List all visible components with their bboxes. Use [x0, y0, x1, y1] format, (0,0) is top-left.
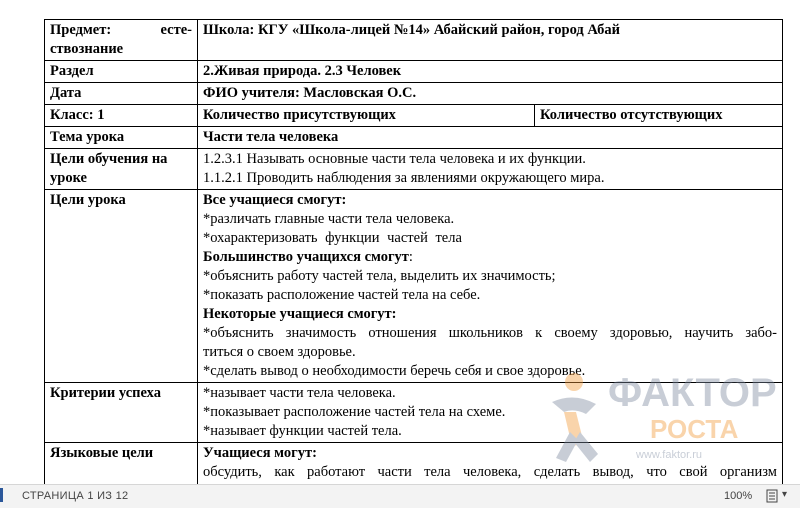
lesson-goals-cell: [198, 190, 783, 383]
teacher-name: ФИО учителя: Масловская О.С.: [198, 83, 783, 105]
row-language-goals: [45, 443, 783, 485]
watermark-subtitle: РОСТА: [650, 414, 739, 444]
goal-item: *сделать вывод о необходимости беречь себя и свое здоровье.: [203, 363, 586, 379]
language-goals-text: обсудить, как работают части тела человека, сделать вывод, что свой организм: [203, 464, 777, 480]
topic-value: Части тела человека: [198, 127, 783, 149]
subject-label-cell: [45, 20, 198, 61]
row-date: [45, 83, 783, 105]
learning-goals-label-line1: Цели обучения на: [50, 151, 168, 167]
language-goals-heading: Учащиеся могут:: [203, 445, 317, 461]
goal-item: *различать главные части тела человека.: [203, 211, 455, 227]
chevron-down-icon[interactable]: ▾: [782, 489, 788, 500]
section-label: Раздел: [45, 61, 198, 83]
some-students-heading: Некоторые учащиеся смогут:: [203, 306, 397, 322]
learning-goals-cell: [198, 149, 783, 190]
page-count[interactable]: СТРАНИЦА 1 ИЗ 12: [22, 490, 129, 502]
status-marker-icon: [0, 488, 3, 502]
zoom-level[interactable]: 100%: [724, 490, 753, 502]
absent-count-label: Количество отсутствующих: [535, 105, 783, 127]
success-criteria-cell: [198, 383, 783, 443]
language-goals-label: Языковые цели: [45, 443, 198, 485]
learning-goals-label: [45, 149, 198, 190]
status-bar: [0, 484, 800, 508]
goal-item: *показать расположение частей тела на себе.: [203, 287, 481, 303]
lesson-goals-label: Цели урока: [45, 190, 198, 383]
present-count-label: Количество присутствующих: [198, 105, 535, 127]
most-students-heading: Большинство учащихся смогут: [203, 249, 409, 265]
subject-label-line2: ствознание: [50, 41, 124, 57]
row-success-criteria: [45, 383, 783, 443]
criteria-item: *называет части тела человека.: [203, 385, 396, 401]
goal-item: *охарактеризовать функции частей тела: [203, 230, 462, 246]
date-label: Дата: [45, 83, 198, 105]
success-criteria-label: Критерии успеха: [45, 383, 198, 443]
school-cell: Школа: КГУ «Школа-лицей №14» Абайский район, город Абай: [198, 20, 783, 61]
learning-goal-item: 1.1.2.1 Проводить наблюдения за явлениями окружающего мира.: [203, 170, 605, 186]
language-goals-cell: [198, 443, 783, 485]
all-students-heading: Все учащиеся смогут:: [203, 192, 347, 208]
learning-goals-label-line2: уроке: [50, 170, 87, 186]
row-lesson-goals: [45, 190, 783, 383]
goal-item: *объяснить работу частей тела, выделить их значимость;: [203, 268, 556, 284]
row-section: [45, 61, 783, 83]
topic-label: Тема урока: [45, 127, 198, 149]
class-label: Класс: 1: [45, 105, 198, 127]
section-value: 2.Живая природа. 2.3 Человек: [198, 61, 783, 83]
row-class: [45, 105, 783, 127]
row-topic: [45, 127, 783, 149]
criteria-item: *называет функции частей тела.: [203, 423, 402, 439]
lesson-plan-table: [44, 19, 783, 484]
goal-item: *объяснить значимость отношения школьников к своему здоровью, научить забо-: [203, 325, 777, 341]
most-students-heading-line: Большинство учащихся смогут:: [203, 249, 413, 265]
criteria-item: *показывает расположение частей тела на схеме.: [203, 404, 506, 420]
row-subject: [45, 20, 783, 61]
watermark-title: ФАКТОР: [608, 371, 777, 415]
row-learning-goals: [45, 149, 783, 190]
read-mode-icon[interactable]: [766, 489, 778, 503]
goal-item: титься о своем здоровье.: [203, 344, 356, 360]
learning-goal-item: 1.2.3.1 Называть основные части тела человека и их функции.: [203, 151, 586, 167]
subject-label-line1: Предмет: есте-: [50, 22, 192, 38]
watermark-url: www.faktor.ru: [636, 449, 703, 461]
